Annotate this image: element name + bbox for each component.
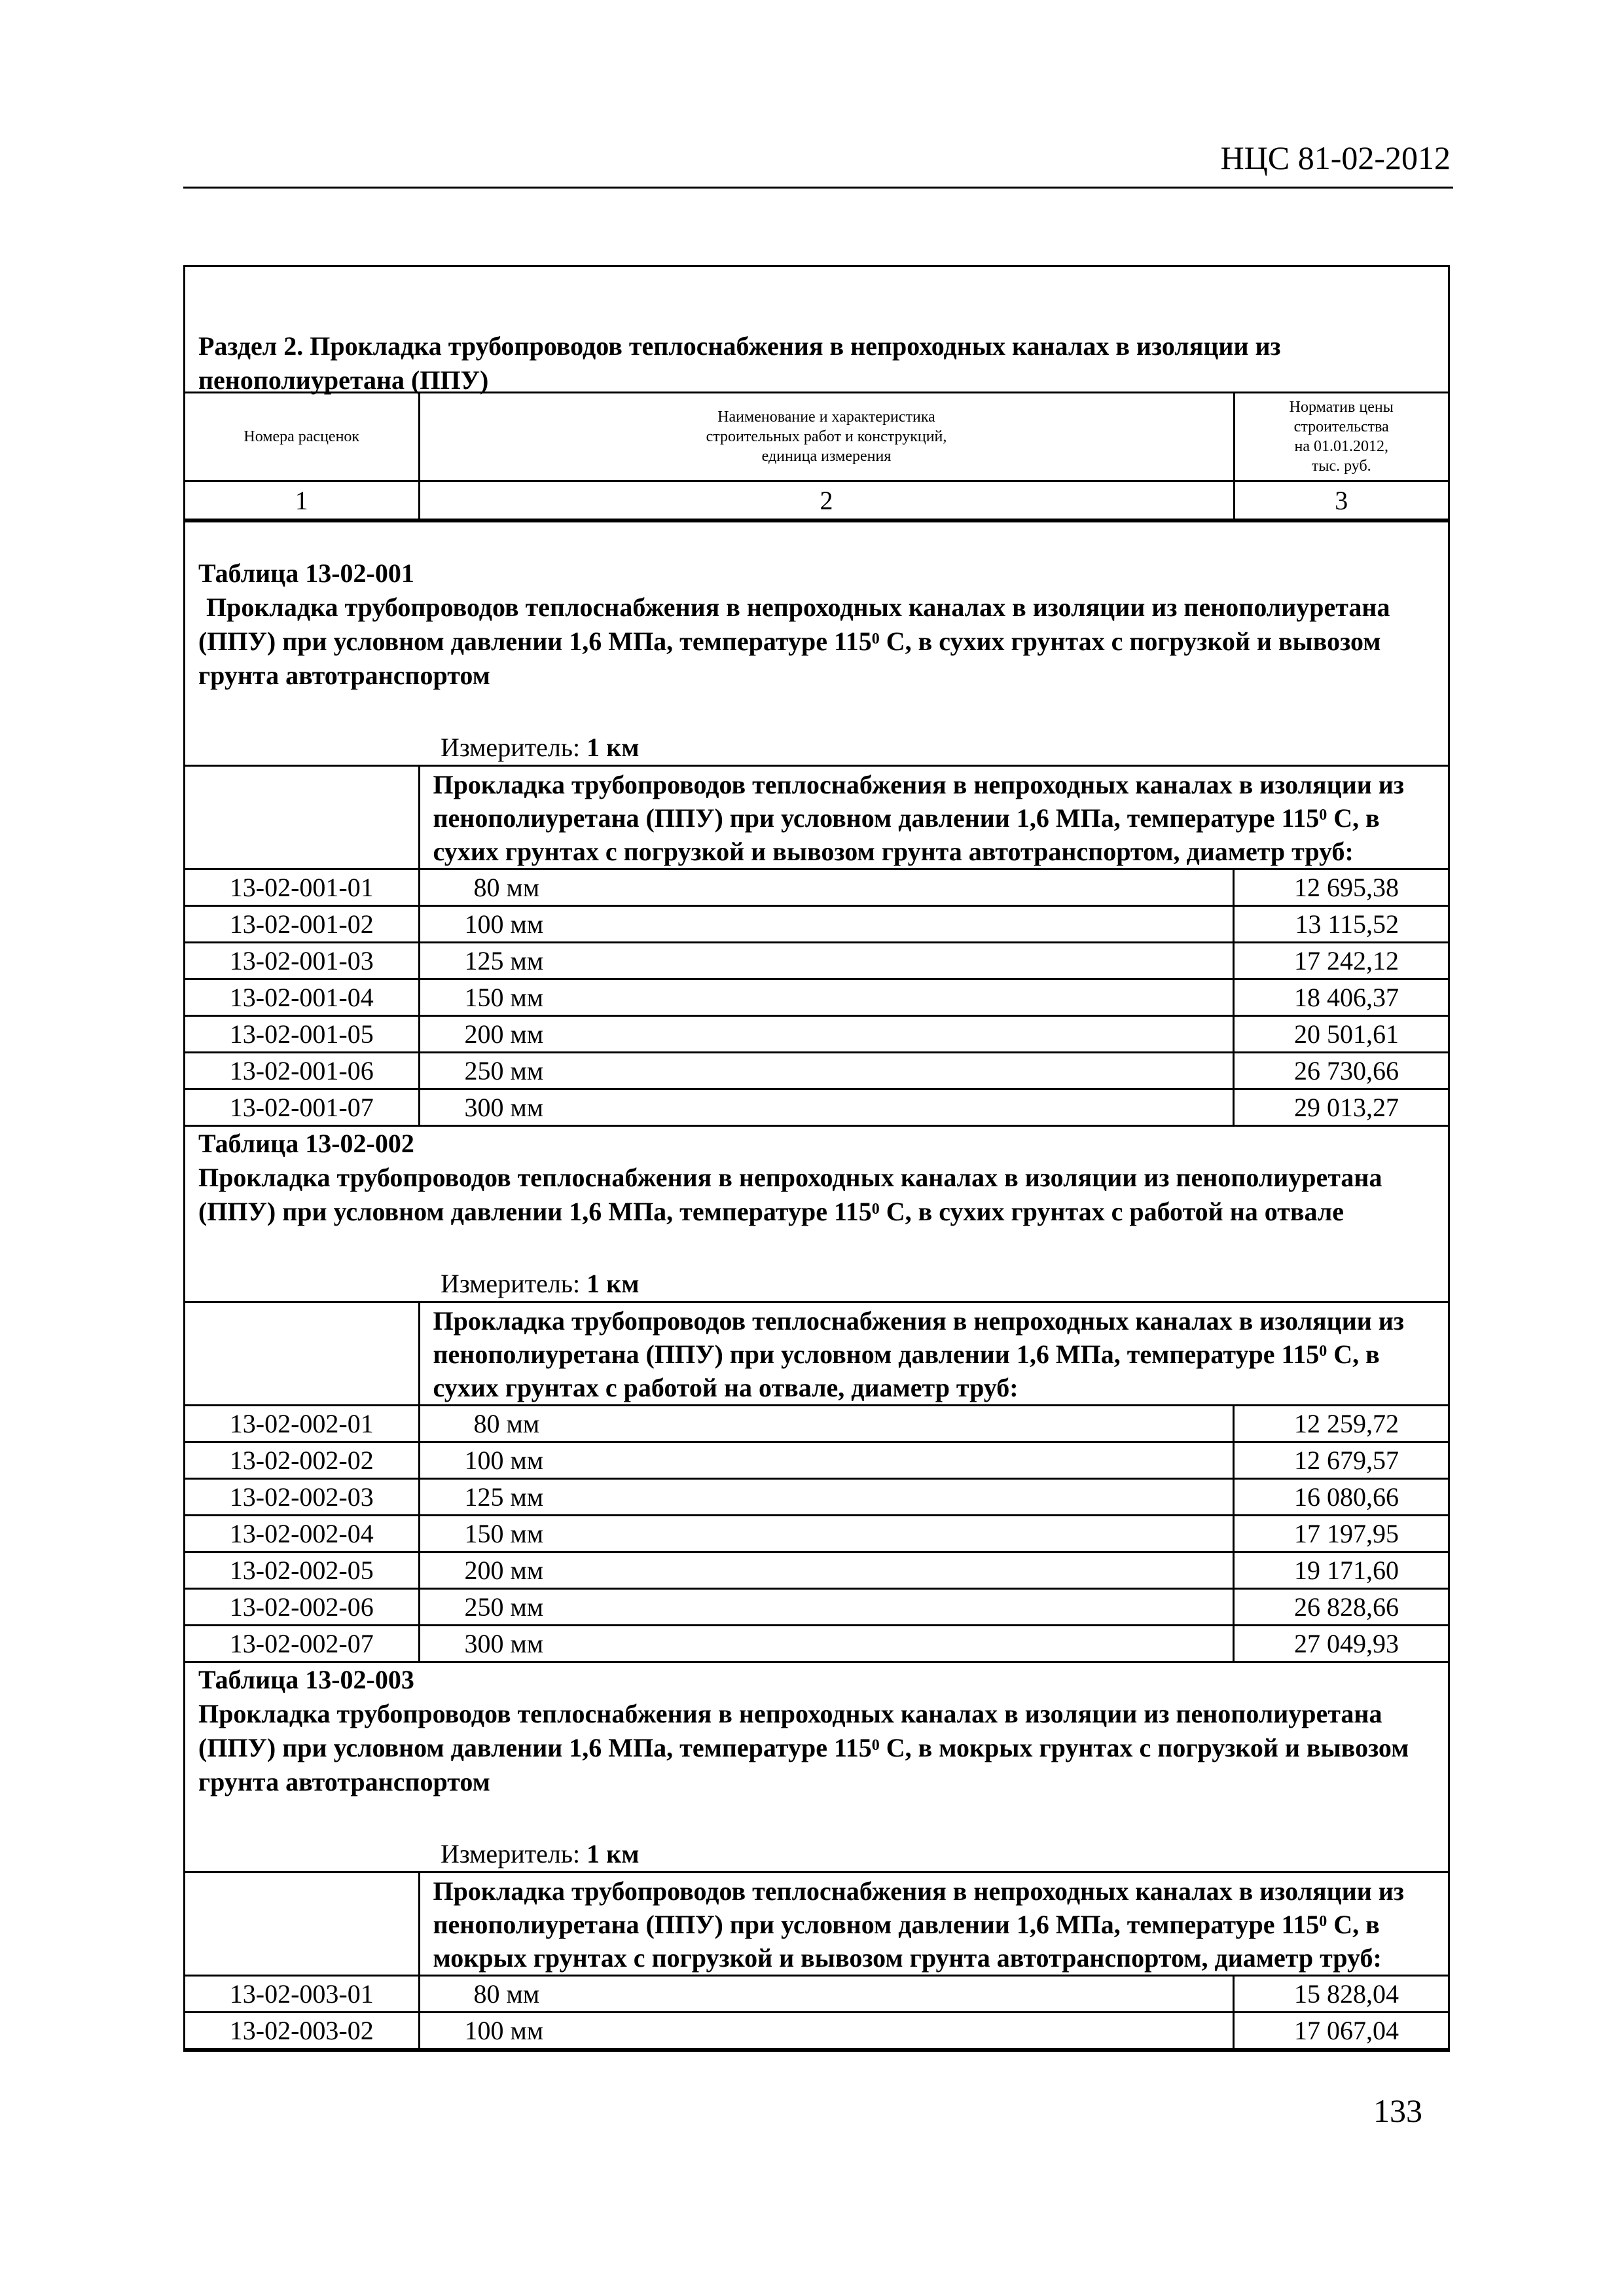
table-row	[185, 1976, 1448, 2013]
table-row	[185, 943, 1448, 979]
rate-code: 13-02-002-03	[185, 1479, 419, 1516]
description-text: Прокладка трубопроводов теплоснабжения в непроходных каналах в изоляции из пенополиуретана (ППУ) при условном давлении 1,6 МПа, температуре 115	[198, 1163, 1382, 1226]
column-number-row	[185, 481, 1448, 520]
column-header-description-line: строительных работ и конструкций,	[706, 428, 947, 445]
table-row	[185, 979, 1448, 1016]
pipe-diameter: 200 мм	[419, 1552, 1234, 1589]
rate-code: 13-02-002-05	[185, 1552, 419, 1589]
price-value: 26 828,66	[1234, 1589, 1448, 1626]
rate-code: 13-02-001-02	[185, 906, 419, 943]
price-value: 16 080,66	[1234, 1479, 1448, 1516]
measure-unit	[198, 731, 1435, 765]
pipe-diameter: 250 мм	[419, 1589, 1234, 1626]
group-description	[419, 1302, 1448, 1406]
degree-sup: 0	[1319, 1343, 1327, 1360]
rate-code: 13-02-001-06	[185, 1053, 419, 1089]
table-row	[185, 1406, 1448, 1442]
column-number: 1	[185, 481, 419, 520]
rate-code: 13-02-002-01	[185, 1406, 419, 1442]
column-header-description	[419, 393, 1234, 481]
table-name: Таблица 13-02-001	[198, 558, 414, 588]
column-header-codes-label: Номера расценок	[244, 428, 360, 445]
measure-value: 1 км	[586, 1269, 640, 1298]
price-norm-frame	[183, 265, 1450, 2052]
price-value: 27 049,93	[1234, 1626, 1448, 1662]
measure-unit	[198, 1267, 1435, 1301]
empty-cell	[185, 1872, 419, 1976]
table-row	[185, 1053, 1448, 1089]
price-value: 29 013,27	[1234, 1089, 1448, 1126]
group-description-row	[185, 766, 1448, 869]
column-header-price	[1234, 393, 1448, 481]
table-row	[185, 1479, 1448, 1516]
rate-code: 13-02-002-07	[185, 1626, 419, 1662]
degree-sup: 0	[871, 1201, 880, 1218]
rate-code: 13-02-003-02	[185, 2013, 419, 2049]
column-header-description-line: Наименование и характеристика	[717, 409, 935, 426]
price-table-13-02-001	[185, 765, 1448, 1127]
group-text: С, в сухих грунтах с погрузкой и вывозом грунта автотранспортом, диаметр труб:	[433, 803, 1380, 866]
column-header-price-line: строительства	[1293, 418, 1389, 435]
table-name: Таблица 13-02-002	[198, 1129, 414, 1158]
price-value: 17 197,95	[1234, 1516, 1448, 1552]
page-number: 133	[1373, 2092, 1422, 2129]
pipe-diameter: 80 мм	[419, 869, 1234, 906]
degree-sup: 0	[1319, 807, 1327, 824]
column-header-row	[185, 393, 1448, 481]
rate-code: 13-02-001-07	[185, 1089, 419, 1126]
price-table-13-02-003	[185, 1871, 1448, 2050]
rate-code: 13-02-002-02	[185, 1442, 419, 1479]
table-description	[198, 1161, 1435, 1229]
measure-unit	[198, 1837, 1435, 1871]
measure-label: Измеритель:	[441, 1839, 587, 1868]
table-row	[185, 2013, 1448, 2049]
rate-code: 13-02-001-03	[185, 943, 419, 979]
pipe-diameter: 80 мм	[419, 1406, 1234, 1442]
price-value: 19 171,60	[1234, 1552, 1448, 1589]
group-description-row	[185, 1302, 1448, 1406]
price-value: 12 259,72	[1234, 1406, 1448, 1442]
rate-code: 13-02-002-06	[185, 1589, 419, 1626]
group-text: С, в мокрых грунтах с погрузкой и вывозом грунта автотранспортом, диаметр труб:	[433, 1910, 1382, 1973]
table-row	[185, 1516, 1448, 1552]
description-text: С, в сухих грунтах с погрузкой и вывозом грунта автотранспортом	[198, 627, 1381, 690]
description-text: С, в сухих грунтах с работой на отвале	[879, 1197, 1344, 1226]
group-text: С, в сухих грунтах с работой на отвале, диаметр труб:	[433, 1339, 1380, 1402]
pipe-diameter: 100 мм	[419, 2013, 1234, 2049]
rate-code: 13-02-001-01	[185, 869, 419, 906]
table-block-13-02-001	[185, 520, 1448, 765]
price-value: 12 679,57	[1234, 1442, 1448, 1479]
price-value: 15 828,04	[1234, 1976, 1448, 2013]
price-value: 18 406,37	[1234, 979, 1448, 1016]
document-code: НЦС 81-02-2012	[1220, 139, 1451, 176]
rate-code: 13-02-001-04	[185, 979, 419, 1016]
rate-code: 13-02-002-04	[185, 1516, 419, 1552]
price-value: 12 695,38	[1234, 869, 1448, 906]
price-value: 20 501,61	[1234, 1016, 1448, 1053]
group-description	[419, 766, 1448, 869]
column-header-price-line: Норматив цены	[1289, 399, 1394, 416]
measure-value: 1 км	[586, 1839, 640, 1868]
rate-code: 13-02-003-01	[185, 1976, 419, 2013]
pipe-diameter: 150 мм	[419, 1516, 1234, 1552]
price-value: 17 242,12	[1234, 943, 1448, 979]
table-row	[185, 906, 1448, 943]
section-title: Раздел 2. Прокладка трубопроводов теплоснабжения в непроходных каналах в изоляции из пенополиуретана (ППУ)	[198, 331, 1281, 395]
pipe-diameter: 125 мм	[419, 1479, 1234, 1516]
pipe-diameter: 300 мм	[419, 1089, 1234, 1126]
price-table-13-02-002	[185, 1301, 1448, 1663]
column-number: 3	[1234, 481, 1448, 520]
description-text: С, в мокрых грунтах с погрузкой и вывозом грунта автотранспортом	[198, 1733, 1409, 1796]
column-header-price-line: на 01.01.2012,	[1294, 438, 1388, 455]
description-text: Прокладка трубопроводов теплоснабжения в непроходных каналах в изоляции из пенополиуретана (ППУ) при условном давлении 1,6 МПа, температуре 115	[198, 592, 1390, 656]
pipe-diameter: 80 мм	[419, 1976, 1234, 2013]
measure-label: Измеритель:	[441, 733, 587, 762]
table-description	[198, 1697, 1435, 1799]
degree-sup: 0	[871, 630, 880, 647]
pipe-diameter: 100 мм	[419, 1442, 1234, 1479]
table-block-13-02-003	[185, 1663, 1448, 1871]
table-row	[185, 1552, 1448, 1589]
group-text: Прокладка трубопроводов теплоснабжения в непроходных каналах в изоляции из пенополиуретана (ППУ) при условном давлении 1,6 МПа, температуре 115	[433, 770, 1404, 833]
table-row	[185, 1016, 1448, 1053]
column-header-price-line: тыс. руб.	[1311, 458, 1371, 475]
pipe-diameter: 300 мм	[419, 1626, 1234, 1662]
table-description	[198, 591, 1435, 693]
table-row	[185, 1089, 1448, 1126]
price-value: 17 067,04	[1234, 2013, 1448, 2049]
pipe-diameter: 125 мм	[419, 943, 1234, 979]
group-text: Прокладка трубопроводов теплоснабжения в непроходных каналах в изоляции из пенополиуретана (ППУ) при условном давлении 1,6 МПа, температуре 115	[433, 1306, 1404, 1369]
empty-cell	[185, 766, 419, 869]
degree-sup: 0	[871, 1737, 880, 1754]
group-text: Прокладка трубопроводов теплоснабжения в непроходных каналах в изоляции из пенополиуретана (ППУ) при условном давлении 1,6 МПа, температуре 115	[433, 1876, 1404, 1939]
header-rule	[183, 187, 1453, 189]
table-block-13-02-002	[185, 1127, 1448, 1301]
measure-value: 1 км	[586, 733, 640, 762]
column-header-description-line: единица измерения	[761, 448, 892, 465]
rate-code: 13-02-001-05	[185, 1016, 419, 1053]
column-number: 2	[419, 481, 1234, 520]
price-value: 26 730,66	[1234, 1053, 1448, 1089]
degree-sup: 0	[1319, 1913, 1327, 1930]
price-value: 13 115,52	[1234, 906, 1448, 943]
table-row	[185, 1442, 1448, 1479]
table-row	[185, 1626, 1448, 1662]
column-header-codes	[185, 393, 419, 481]
table-row	[185, 1589, 1448, 1626]
group-description	[419, 1872, 1448, 1976]
description-text: Прокладка трубопроводов теплоснабжения в непроходных каналах в изоляции из пенополиуретана (ППУ) при условном давлении 1,6 МПа, температуре 115	[198, 1699, 1382, 1762]
table-name: Таблица 13-02-003	[198, 1665, 414, 1694]
pipe-diameter: 250 мм	[419, 1053, 1234, 1089]
pipe-diameter: 100 мм	[419, 906, 1234, 943]
group-description-row	[185, 1872, 1448, 1976]
empty-cell	[185, 1302, 419, 1406]
column-header-table	[185, 392, 1448, 520]
pipe-diameter: 150 мм	[419, 979, 1234, 1016]
table-row	[185, 869, 1448, 906]
pipe-diameter: 200 мм	[419, 1016, 1234, 1053]
measure-label: Измеритель:	[441, 1269, 587, 1298]
